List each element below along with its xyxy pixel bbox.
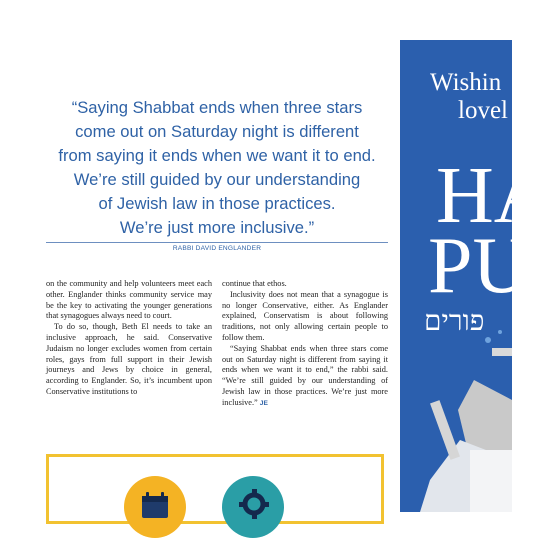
calendar-icon [124, 476, 186, 538]
pull-quote-line: from saying it ends when we want it to end. [58, 146, 376, 165]
purim-advertisement [400, 40, 552, 512]
pull-quote-line: We’re still guided by our understanding [73, 170, 361, 189]
pull-quote-attribution: RABBI DAVID ENGLANDER [172, 245, 262, 252]
pull-quote-line: of Jewish law in those practices. [98, 194, 336, 213]
ad-headline-line-1: HA [436, 152, 552, 240]
pull-quote-line: “Saying Shabbat ends when three stars [71, 98, 363, 117]
ad-headline-line-2: PU [428, 222, 531, 310]
ad-greeting-line-1: Wishin [430, 69, 502, 96]
article-column-right [222, 279, 388, 410]
info-box [46, 454, 384, 524]
article-paragraph-text: “Saying Shabbat ends when three stars come out on Saturday night is different from saying it ends when we want it to end,” the rabbi said. “We’re still guided by our understanding of Jewish law in those practices. We’re just more inclusive.” [222, 343, 388, 407]
article-paragraph: To do so, though, Beth El needs to take an inclusive approach, he said. Conservative Judaism no longer excludes women from certain roles, gays from full support in their Jewish journeys and Jews by choice in general, according to Englander. So, it’s incumbent upon Conservative institutions to [46, 322, 212, 396]
article-paragraph-final [222, 344, 388, 410]
pull-quote [46, 96, 388, 240]
article-paragraph: Inclusivity does not mean that a synagogue is no longer Conservative, either. As Englander explained, Conservatism is about following traditions, not only allowing certain people to follow them. [222, 289, 388, 342]
pull-quote-divider [46, 242, 388, 243]
ad-greeting-line-2: lovel [458, 97, 508, 124]
article-column-left [46, 279, 212, 398]
pull-quote-line: come out on Saturday night is different [75, 122, 359, 141]
article-paragraph: on the community and help volunteers meet each other. Englander thinks community service may be the key to activating the younger generations that synagogues always need to court. [46, 279, 212, 321]
pull-quote-line: We’re just more inclusive.” [119, 218, 315, 237]
gear-icon [222, 476, 284, 538]
ad-hebrew-text: פורים [424, 304, 485, 337]
article-paragraph: continue that ethos. [222, 279, 287, 288]
publication-signature: JE [259, 399, 268, 407]
